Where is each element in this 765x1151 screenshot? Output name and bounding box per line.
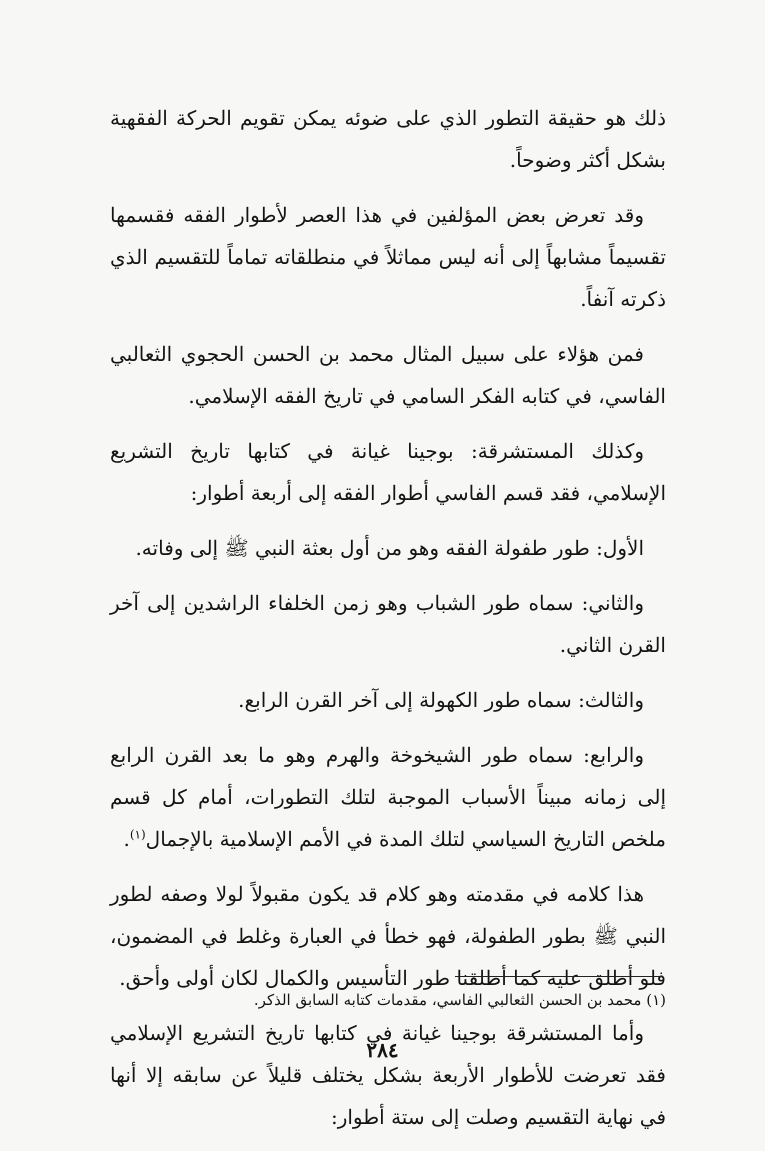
paragraph-1: ذلك هو حقيقة التطور الذي على ضوئه يمكن تقويم الحركة الفقهية بشكل أكثر وضوحاً. (110, 106, 666, 172)
footnote-separator (455, 976, 663, 977)
footnote: (١) محمد بن الحسن الثعالبي الفاسي، مقدمات كتابه السابق الذكر. (253, 991, 666, 1009)
paragraph-5: الأول: طور طفولة الفقه وهو من أول بعثة النبي ﷺ إلى وفاته. (135, 536, 644, 560)
footnote-marker: (١) (129, 827, 146, 842)
paragraph-7: والثالث: سماه طور الكهولة إلى آخر القرن الرابع. (238, 688, 644, 712)
paragraph-8 (110, 734, 666, 860)
paragraph-3: فمن هؤلاء على سبيل المثال محمد بن الحسن الحجوي الثعالبي الفاسي، في كتابه الفكر السامي في تاريخ الفقه الإسلامي. (110, 342, 666, 408)
paragraph-10: وأما المستشرقة بوجينا غيانة في كتابها تاريخ التشريع الإسلامي فقد تعرضت للأطوار الأربعة بشكل يختلف قليلاً عن سابقه إلا أنها في نهاية التقسيم وصلت إلى ستة أطوار: (110, 1021, 666, 1129)
paragraph-2: وقد تعرض بعض المؤلفين في هذا العصر لأطوار الفقه فقسمها تقسيماً مشابهاً إلى أنه ليس مماثلاً في منطلقاته تماماً للتقسيم الذي ذكرته آنفاً. (110, 203, 666, 311)
paragraph-8-text: والرابع: سماه طور الشيخوخة والهرم وهو ما بعد القرن الرابع إلى زمانه مبيناً الأسباب الموجبة لتلك التطورات، أمام كل قسم ملخص التاريخ السياسي لتلك المدة في الأمم الإسلامية بالإجمال (110, 743, 666, 851)
paragraph-8-end: . (123, 827, 130, 851)
paragraph-6: والثاني: سماه طور الشباب وهو زمن الخلفاء الراشدين إلى آخر القرن الثاني. (110, 591, 666, 657)
page-number: ٢٨٤ (366, 1038, 399, 1062)
paragraph-4: وكذلك المستشرقة: بوجينا غيانة في كتابها تاريخ التشريع الإسلامي، فقد قسم الفاسي أطوار الفقه إلى أربعة أطوار: (110, 439, 666, 505)
paragraph-9: هذا كلامه في مقدمته وهو كلام قد يكون مقبولاً لولا وصفه لطور النبي ﷺ بطور الطفولة، فهو خطأ في العبارة وغلط في المضمون، فلو أطلق عليه كما أطلقنا طور التأسيس والكمال لكان أولى وأحق. (110, 882, 666, 990)
